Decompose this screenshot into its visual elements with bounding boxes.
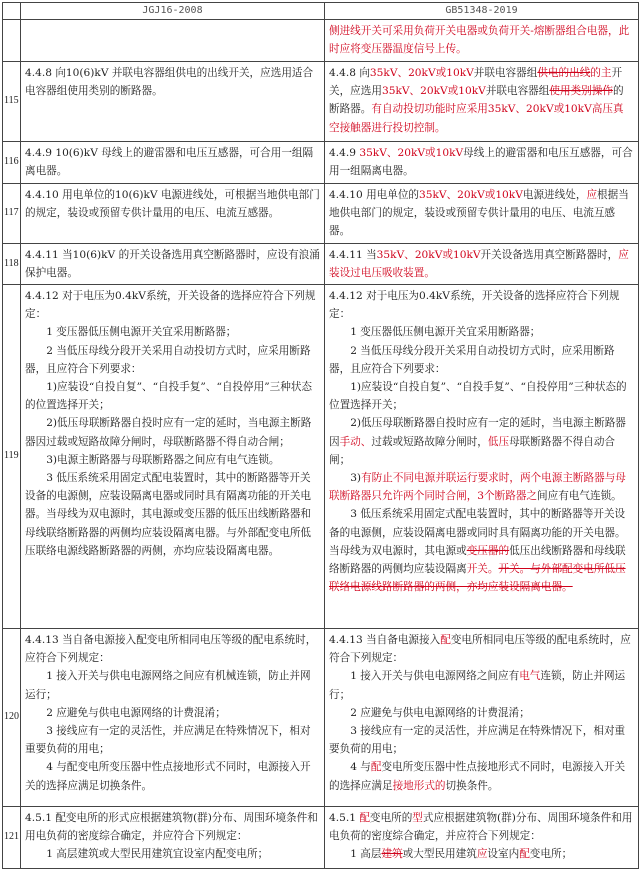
text-run: 的断路器。 <box>329 85 624 116</box>
revised-text: 侧进线开关可采用负荷开关电器或负荷开关-熔断器组合电器，此时应将变压器温度信号上传。 <box>329 25 630 56</box>
text-run: 1 接入开关与供电电源网络之间应有机械连锁，防止并网运行； <box>25 670 311 701</box>
row-number: 118 <box>3 243 21 284</box>
text-run: 2)低压母联断路器自投时应有一定的延时，当电源主断路器因 <box>329 417 626 448</box>
paragraph <box>329 342 634 378</box>
paragraph <box>25 287 320 323</box>
text-run: 开关设备选用真空断路器时， <box>480 248 619 261</box>
text-run: 1 接入开关与供电电源网络之间应有 <box>350 670 520 683</box>
paragraph <box>25 469 320 560</box>
text-run: 或大型民用建筑 <box>402 848 477 861</box>
row-number: 116 <box>3 142 21 184</box>
text-run: 4.4.12 对于电压为0.4kV系统，开关设备的选择应符合下列规定： <box>329 290 620 321</box>
paragraph <box>25 64 320 100</box>
left-cell <box>21 184 325 244</box>
text-run: 间应有电气连锁。 <box>537 490 622 503</box>
row-number: 120 <box>3 629 21 807</box>
text-run: 并联电容器组 <box>485 85 550 98</box>
paragraph <box>329 469 634 505</box>
paragraph <box>25 667 320 703</box>
text-run: 4.4.10 用电单位的10(6)kV 电源进线处，可根据当地供电部门的规定，装设或预留专供计量用的电压、电流互感器。 <box>25 189 320 220</box>
paragraph <box>25 704 320 722</box>
left-cell <box>21 20 325 62</box>
paragraph <box>329 505 634 596</box>
text-run: 4.5.1 配变电所的形式应根据建筑物(群)分布、周围环境条件和用电负荷的密度综合确定，并应符合下列规定： <box>25 812 318 843</box>
text-run: 切换条件。 <box>445 779 499 792</box>
deleted-text: 变压器的 <box>466 544 510 557</box>
right-cell <box>325 243 639 284</box>
text-run: 过载或短路故障分闸时， <box>371 435 488 448</box>
text-run: 3)电源主断路器与母联断路器之间应有电气连锁。 <box>46 453 280 466</box>
table-row <box>3 142 639 184</box>
text-run: 2)低压母联断路器自投时应有一定的延时，当电源主断路器因过载或短路故障分闸时，母联断路器不得自动合闸； <box>25 417 312 448</box>
right-cell <box>325 285 639 629</box>
paragraph <box>329 287 634 323</box>
revised-text: 型 <box>412 812 423 825</box>
paragraph <box>25 414 320 450</box>
text-run: 变电所变压器中性点接地形式不同时，电源接入开关的选择应满足 <box>329 761 626 792</box>
left-cell <box>21 62 325 142</box>
paragraph <box>329 22 634 58</box>
text-run: 变电所； <box>529 848 573 861</box>
text-run: 4.4.8 向10(6)kV 并联电容器组供电的出线开关，应选用适合电容器组使用类别的断路器。 <box>25 67 314 98</box>
text-run: 根据当地供电部门的规定，装设或预留专供计量用的电压、电流互感器。 <box>329 189 629 238</box>
text-run: 1)应装设“自投自复”、“自投手复”、“自投停用”三种状态的位置选择开关； <box>329 381 627 412</box>
text-run: 4.4.12 对于电压为0.4kV系统，开关设备的选择应符合下列规定： <box>25 290 316 321</box>
revised-text: 配 <box>519 848 530 861</box>
text-run: 3 低压系统采用固定式配电装置时，其中的断路器等开关设备的电源侧，应装设隔离电器或同时具有隔离功能的开关电器。当母线为双电源时，其电源或变压器的低压出线断路器和母线联络断路器的两侧均应装设隔离电器。与外部配变电所低压联络电源线路断路器的两侧，亦均应装设隔离电器。 <box>25 472 312 557</box>
revised-text: 35kV、20kV或10kV <box>369 67 474 79</box>
paragraph <box>25 809 320 845</box>
left-cell <box>21 243 325 284</box>
text-run: 4.4.9 10(6)kV 母线上的避雷器和电压互感器，可合用一组隔离电器。 <box>25 147 314 178</box>
right-cell <box>325 807 639 869</box>
deleted-text: 供电的出线 <box>537 67 591 79</box>
revised-text: 手动、 <box>339 435 372 448</box>
table-row <box>3 285 639 629</box>
paragraph <box>329 144 634 180</box>
text-run: 4.4.8 向 <box>329 67 370 79</box>
revised-text: 35kV、20kV或10kV <box>419 189 523 201</box>
table-row <box>3 629 639 807</box>
text-run: 4.4.10 用电单位的 <box>329 189 420 201</box>
right-cell <box>325 62 639 142</box>
paragraph <box>25 246 320 282</box>
revised-text: 有自动投切功能时应采用35kV、20kV或10kV高压真空接触器进行投切控制。 <box>329 103 624 134</box>
deleted-text: 建筑 <box>381 848 403 861</box>
text-run: 2 当低压母线分段开关采用自动投切方式时，应采用断路器，且应符合下列要求： <box>329 344 615 375</box>
revised-text: 配 <box>370 761 382 774</box>
left-cell <box>21 629 325 807</box>
header-num <box>3 3 21 20</box>
revised-text: 配 <box>359 812 370 825</box>
table-header-row <box>3 3 639 20</box>
row-number: 117 <box>3 184 21 244</box>
revised-text: 低压 <box>487 435 510 448</box>
text-run: 2 应避免与供电电源网络的计费混淆； <box>350 706 530 719</box>
text-run: 4.4.9 <box>329 147 360 159</box>
text-run: 3 接线应有一定的灵活性，并应满足在特殊情况下，相对重要负荷的用电； <box>329 725 626 756</box>
text-run: 变电所相同电压等级的配电系统时，应符合下列规定： <box>329 634 631 665</box>
paragraph <box>25 451 320 469</box>
table-row <box>3 807 639 869</box>
revised-text: 35kV、20kV或10kV <box>359 147 464 159</box>
text-run: 3) <box>350 472 362 485</box>
text-run: 电源进线处， <box>522 189 587 201</box>
text-run: 4.4.11 当 <box>329 248 377 261</box>
text-run: 式应根据建筑物(群)分布、周围环境条件和用电负荷的密度综合确定，并应符合下列规定： <box>329 812 633 843</box>
text-run: 连锁，防止并网运行； <box>329 670 626 701</box>
text-run: 低压出线断路器和母线联络断路器的两侧均应装设隔离 <box>329 544 626 576</box>
paragraph <box>329 667 634 703</box>
text-run: 4.4.13 当自备电源接入 <box>329 634 441 647</box>
right-cell <box>325 184 639 244</box>
revised-text: 有防止不同电源并联运行要求时，两个电源主断路器与母联断路器只允许两个同时合闸，3个断路器之 <box>329 472 626 503</box>
left-cell <box>21 807 325 869</box>
table-row <box>3 62 639 142</box>
paragraph <box>329 722 634 758</box>
text-run: 母线上的避雷器和电压互感器，可合用一组隔离电器。 <box>329 147 633 178</box>
paragraph <box>25 758 320 794</box>
revised-text: 35kV、20kV或10kV <box>381 85 486 98</box>
revised-text: 电气 <box>519 670 541 683</box>
comparison-table <box>2 2 639 869</box>
paragraph <box>329 186 634 241</box>
paragraph <box>25 144 320 180</box>
paragraph <box>25 631 320 667</box>
text-run: 4.5.1 <box>329 812 360 825</box>
left-cell <box>21 142 325 184</box>
text-run: 开关，应选用 <box>329 67 623 98</box>
paragraph <box>25 722 320 758</box>
right-cell <box>325 629 639 807</box>
paragraph <box>25 342 320 378</box>
revised-text: 接地形式的 <box>392 779 446 792</box>
paragraph <box>329 758 634 794</box>
text-run: 3 接线应有一定的灵活性，并应满足在特殊情况下，相对重要负荷的用电； <box>25 725 311 756</box>
paragraph <box>329 845 634 863</box>
text-run: 1 变压器低压侧电源开关宜采用断路器； <box>46 326 237 339</box>
paragraph <box>329 631 634 667</box>
revised-text: 35kV、20kV或10kV <box>376 248 481 261</box>
text-run: 母联断路器不得自动合闸； <box>329 435 616 466</box>
revised-text: 开关。 <box>466 563 499 576</box>
table-row <box>3 20 639 62</box>
text-run: 1)应装设“自投自复”、“自投手复”、“自投停用”三种状态的位置选择开关； <box>25 381 313 412</box>
revised-text: 的主 <box>590 67 612 79</box>
text-run: 1 高层 <box>350 848 382 861</box>
header-right-standard: GB51348-2019 <box>325 3 639 20</box>
paragraph <box>329 414 634 469</box>
revised-text: 应 <box>476 848 488 861</box>
paragraph <box>329 64 634 137</box>
paragraph <box>25 186 320 222</box>
text-run: 4.4.13 当自备电源接入配变电所相同电压等级的配电系统时，应符合下列规定： <box>25 634 317 665</box>
text-run: 设室内 <box>487 848 520 861</box>
header-left-standard: JGJ16-2008 <box>21 3 325 20</box>
table-row <box>3 243 639 284</box>
paragraph <box>25 323 320 341</box>
text-run: 3 低压系统采用固定式配电装置时，其中的断路器等开关设备的电源侧，应装设隔离电器或同时具有隔离功能的开关电器。当母线为双电源时，其电源或 <box>329 508 626 557</box>
right-cell <box>325 142 639 184</box>
row-number: 121 <box>3 807 21 869</box>
paragraph <box>25 378 320 414</box>
text-run: 1 高层建筑或大型民用建筑宜设室内配变电所； <box>46 848 269 861</box>
row-number: 115 <box>3 62 21 142</box>
text-run: 2 应避免与供电电源网络的计费混淆； <box>46 706 226 719</box>
deleted-text: 开关。与外部配变电所低压联络电源线路断路器的两侧，亦均应装设隔离电器。 <box>329 563 626 594</box>
left-cell <box>21 285 325 629</box>
paragraph <box>25 845 320 863</box>
paragraph <box>329 378 634 414</box>
revised-text: 应装设过电压吸收装置。 <box>329 248 629 279</box>
text-run: 2 当低压母线分段开关采用自动投切方式时，应采用断路器，且应符合下列要求： <box>25 344 311 375</box>
paragraph <box>329 246 634 282</box>
right-cell <box>325 20 639 62</box>
paragraph <box>329 809 634 845</box>
paragraph <box>329 704 634 722</box>
text-run: 并联电容器组 <box>473 67 538 79</box>
row-number <box>3 20 21 62</box>
row-number: 119 <box>3 285 21 629</box>
table-row <box>3 184 639 244</box>
deleted-text: 使用类别操作 <box>549 85 613 98</box>
text-run: 变电所的 <box>369 812 413 825</box>
text-run: 1 变压器低压侧电源开关宜采用断路器； <box>350 326 541 339</box>
revised-text: 配 <box>440 634 451 647</box>
text-run: 4 与配变电所变压器中性点接地形式不同时，电源接入开关的选择应满足切换条件。 <box>25 761 311 792</box>
revised-text: 应 <box>586 189 598 201</box>
paragraph <box>329 323 634 341</box>
text-run: 4 与 <box>350 761 371 774</box>
text-run: 4.4.11 当10(6)kV 的开关设备选用真空断路器时，应设有浪涌保护电器。 <box>25 248 320 279</box>
